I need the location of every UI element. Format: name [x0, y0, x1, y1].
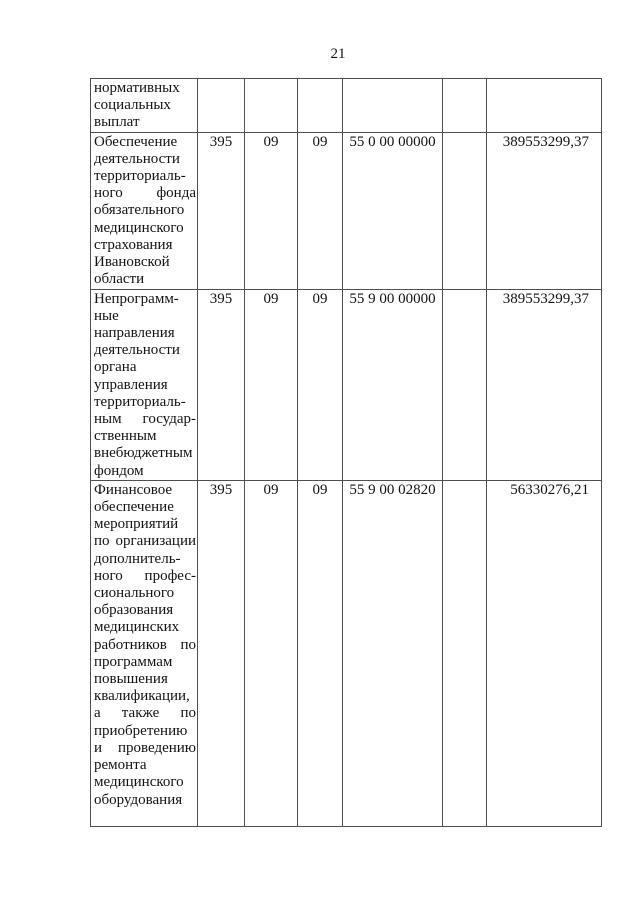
name-line: ного фонда: [94, 185, 196, 202]
table-row: [91, 289, 602, 480]
expense-type-cell: [443, 132, 487, 289]
page-number: 21: [330, 46, 346, 62]
name-cell: [91, 132, 198, 289]
name-line: мероприятий: [94, 516, 179, 533]
name-line: медицинского: [94, 774, 184, 791]
name-line: фондом: [94, 462, 144, 479]
name-line: оборудования: [94, 791, 183, 808]
name-line: деятельности: [94, 342, 180, 359]
name-line: направления: [94, 325, 175, 342]
name-line: дополнитель-: [94, 550, 181, 567]
budget-table: [90, 78, 602, 827]
admin-code-cell: 395: [198, 132, 245, 289]
program-code-cell: [343, 79, 443, 133]
name-line: внебюджетным: [94, 445, 193, 462]
name-line: а также по: [94, 705, 196, 722]
table-row: [91, 480, 602, 826]
name-line: органа: [94, 359, 137, 376]
name-line: территориаль-: [94, 168, 186, 185]
name-line: области: [94, 271, 145, 288]
program-code-cell: 55 9 00 02820: [343, 480, 443, 826]
name-line: медицинского: [94, 219, 184, 236]
subsection-cell: 09: [298, 132, 343, 289]
amount-cell: 389553299,37: [487, 132, 602, 289]
subsection-cell: 09: [298, 289, 343, 480]
section-cell: 09: [245, 132, 298, 289]
name-line: повышения: [94, 671, 168, 688]
name-line: сионального: [94, 585, 175, 602]
name-line: выплат: [94, 114, 140, 131]
name-line: обязательного: [94, 202, 185, 219]
subsection-cell: [298, 79, 343, 133]
name-line: Финансовое: [94, 481, 173, 498]
name-line: медицинских: [94, 619, 180, 636]
name-cell: [91, 289, 198, 480]
program-code-cell: 55 0 00 00000: [343, 132, 443, 289]
name-line: нормативных: [94, 80, 180, 96]
name-line: ным государ-: [94, 411, 196, 428]
name-line: страхования: [94, 236, 173, 253]
admin-code-cell: 395: [198, 480, 245, 826]
name-line: управления: [94, 376, 168, 393]
name-line: ственным: [94, 428, 157, 445]
section-cell: [245, 79, 298, 133]
name-line: Непрограмм-: [94, 290, 179, 307]
amount-cell: 56330276,21: [487, 480, 602, 826]
table-row: [91, 132, 602, 289]
name-line: приобретению: [94, 722, 188, 739]
name-line: Ивановской: [94, 254, 170, 271]
name-line: обеспечение: [94, 499, 174, 516]
name-line: и проведению: [94, 739, 196, 756]
name-line: ные: [94, 307, 119, 324]
name-line: Обеспечение: [94, 133, 178, 150]
program-code-cell: 55 9 00 00000: [343, 289, 443, 480]
name-line: ного профес-: [94, 567, 196, 584]
expense-type-cell: [443, 289, 487, 480]
name-line: программам: [94, 653, 173, 670]
expense-type-cell: [443, 480, 487, 826]
admin-code-cell: [198, 79, 245, 133]
table-row: [91, 79, 602, 133]
section-cell: 09: [245, 289, 298, 480]
name-line: работников по: [94, 636, 196, 653]
admin-code-cell: 395: [198, 289, 245, 480]
name-cell: [91, 79, 198, 133]
subsection-cell: 09: [298, 480, 343, 826]
name-line: социальных: [94, 97, 171, 114]
name-line: территориаль-: [94, 393, 186, 410]
amount-cell: [487, 79, 602, 133]
name-line: ремонта: [94, 757, 147, 774]
expense-type-cell: [443, 79, 487, 133]
section-cell: 09: [245, 480, 298, 826]
name-line: квалификации,: [94, 688, 190, 705]
name-line: образования: [94, 602, 174, 619]
name-line: по организации: [94, 533, 196, 550]
amount-cell: 389553299,37: [487, 289, 602, 480]
name-line: деятельности: [94, 150, 180, 167]
name-cell: [91, 480, 198, 826]
